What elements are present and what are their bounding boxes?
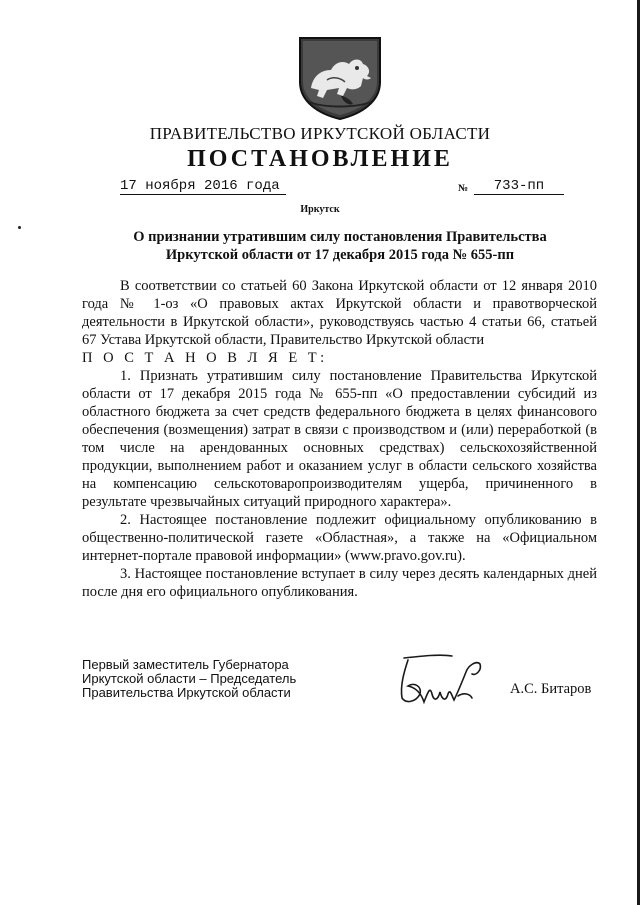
document-body: [82, 277, 597, 601]
title-line-1: О признании утратившим силу постановления Правительства: [133, 229, 547, 245]
preamble: В соответствии со статьей 60 Закона Иркутской области от 12 января 2010 года № 1-оз «О правовых актах Иркутской области и правотворческой деятельности в Иркутской области», руководствуясь частью 4 статьи 66, статьей 67 Устава Иркутской области, Правительство Иркутской области: [82, 278, 597, 348]
item-2: 2. Настоящее постановление подлежит официальному опубликованию в общественно-политической газете «Областная», а также на «Официальном интернет-портале правовой информации» (www.pravo.gov.ru).: [82, 512, 597, 564]
handwritten-signature: [392, 652, 496, 710]
resolves-heading: П О С Т А Н О В Л Я Е Т:: [82, 350, 328, 366]
document-number: 733-пп: [474, 178, 564, 195]
item-1: 1. Признать утратившим силу постановление Правительства Иркутской области от 17 декабря 2015 года № 655-пп «О предоставлении субсидий из областного бюджета за счет средств федерального бюджета в целях финансового обеспечения (возмещения) затрат в связи с производством и (или) переработкой (в том числе на арендованных основных средствах) сельскохозяйственной продукции, выполнением работ и оказанием услуг в области сельского хозяйства на компенсацию сельскотоваропроизводителям ущерба, причиненного в результате чрезвычайных ситуаций природного характера».: [82, 368, 597, 510]
city: Иркутск: [300, 204, 340, 215]
signer-name: А.С. Битаров: [510, 681, 592, 697]
title-line-2: Иркутской области от 17 декабря 2015 года № 655-пп: [165, 247, 515, 263]
item-3: 3. Настоящее постановление вступает в силу через десять календарных дней после дня его официального опубликования.: [82, 566, 597, 600]
document-title: [80, 228, 600, 264]
position-line-2: Иркутской области – Председатель: [82, 671, 297, 686]
scan-mark: [18, 226, 21, 229]
position-line-3: Правительства Иркутской области: [82, 685, 291, 700]
government-name: ПРАВИТЕЛЬСТВО ИРКУТСКОЙ ОБЛАСТИ: [149, 124, 491, 143]
coat-of-arms-icon: [297, 36, 383, 120]
position-line-1: Первый заместитель Губернатора: [82, 657, 289, 672]
number-sign: №: [458, 183, 469, 194]
document-date: 17 ноября 2016 года: [120, 178, 286, 195]
signatory-position: [82, 658, 296, 700]
document-type: ПОСТАНОВЛЕНИЕ: [187, 146, 453, 172]
